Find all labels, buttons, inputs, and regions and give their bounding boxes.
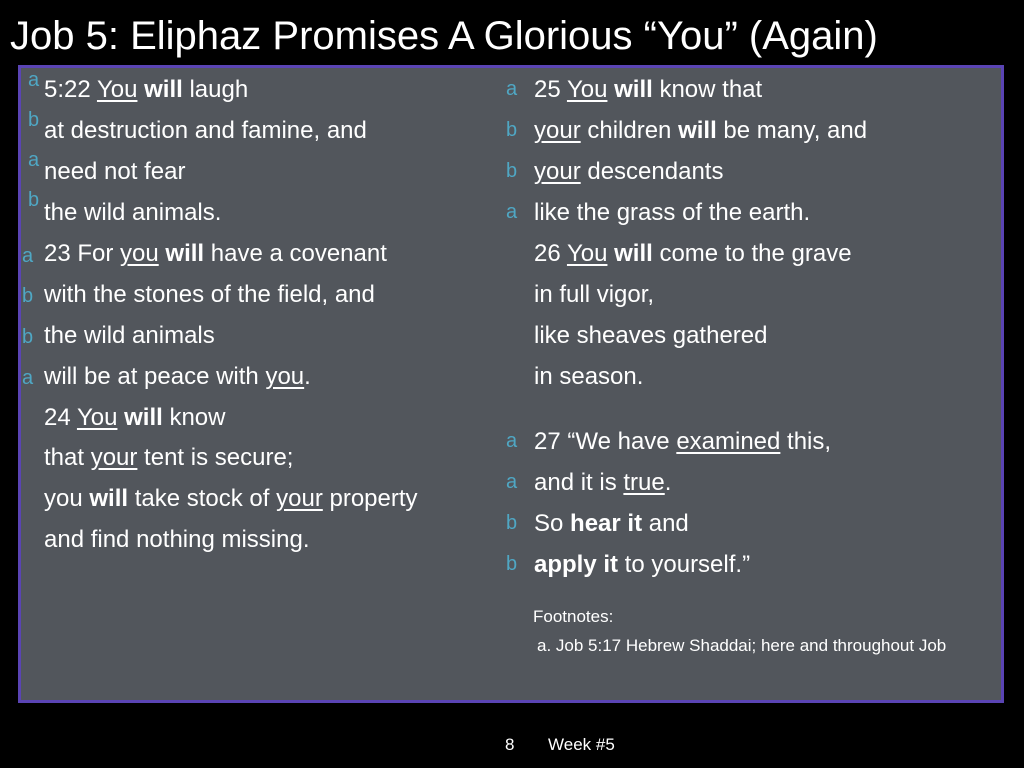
underlined-word: examined bbox=[676, 428, 781, 455]
right-verse-line bbox=[534, 509, 689, 539]
right-verse-line bbox=[534, 280, 654, 310]
parallelism-marker: a bbox=[22, 367, 34, 389]
left-verse-line bbox=[44, 157, 185, 187]
parallelism-marker: a bbox=[506, 430, 518, 452]
underlined-word: You bbox=[566, 240, 608, 267]
parallelism-marker: b bbox=[22, 326, 34, 348]
week-label: Week #5 bbox=[548, 735, 615, 754]
verse-text: tent is secure; bbox=[137, 444, 294, 471]
verse-text: 23 For bbox=[44, 240, 121, 267]
page-number: 8 bbox=[505, 735, 515, 754]
parallelism-marker: a bbox=[28, 69, 40, 91]
verse-text: the wild animals. bbox=[44, 199, 222, 226]
underlined-word: your bbox=[90, 444, 138, 471]
parallelism-marker: a bbox=[506, 78, 518, 100]
verse-text: at destruction and famine, and bbox=[44, 117, 367, 144]
parallelism-marker: b bbox=[22, 285, 34, 307]
parallelism-marker: a bbox=[506, 471, 518, 493]
left-verse-line bbox=[44, 75, 248, 105]
parallelism-marker: b bbox=[28, 109, 40, 131]
verse-text: be many, and bbox=[716, 117, 868, 144]
right-verse-line bbox=[534, 362, 643, 392]
underlined-word: You bbox=[76, 404, 118, 431]
verse-text: like sheaves gathered bbox=[534, 322, 768, 349]
parallelism-marker: a bbox=[28, 149, 40, 171]
verse-text: descendants bbox=[580, 158, 724, 185]
verse-text: 25 bbox=[534, 76, 567, 103]
verse-text: need not fear bbox=[44, 158, 186, 185]
right-verse-line bbox=[534, 550, 750, 580]
underlined-word: you bbox=[265, 363, 305, 390]
verse-text: that bbox=[44, 444, 91, 471]
right-verse-line bbox=[534, 75, 762, 105]
verse-text: will be at peace with bbox=[44, 363, 266, 390]
parallelism-marker: b bbox=[506, 160, 518, 182]
emphasis-text: hear it bbox=[570, 510, 643, 537]
emphasis-text: will bbox=[89, 485, 129, 512]
underlined-word: true bbox=[623, 469, 665, 496]
verse-text: come to the grave bbox=[652, 240, 852, 267]
verse-text: 24 bbox=[44, 404, 77, 431]
verse-text: the wild animals bbox=[44, 322, 215, 349]
verse-text: . bbox=[664, 469, 672, 496]
verse-text: laugh bbox=[182, 76, 249, 103]
verse-text: have a covenant bbox=[204, 240, 387, 267]
verse-text: property bbox=[322, 485, 418, 512]
verse-text: and bbox=[642, 510, 689, 537]
emphasis-text: will bbox=[614, 240, 653, 267]
verse-text: in season. bbox=[534, 363, 644, 390]
left-verse-line bbox=[44, 362, 311, 392]
verse-text: and find nothing missing. bbox=[44, 526, 310, 553]
parallelism-marker: b bbox=[28, 189, 40, 211]
verse-text: . bbox=[304, 363, 311, 390]
right-verse-line bbox=[534, 321, 767, 351]
emphasis-text: will bbox=[124, 404, 163, 431]
verse-text: and it is bbox=[534, 469, 624, 496]
underlined-word: your bbox=[534, 158, 581, 185]
underlined-word: your bbox=[534, 117, 581, 144]
emphasis-text: apply it bbox=[534, 551, 619, 578]
verse-text: 27 “We have bbox=[534, 428, 677, 455]
right-verse-line bbox=[534, 198, 810, 228]
left-verse-line bbox=[44, 321, 215, 351]
parallelism-marker: a bbox=[506, 201, 518, 223]
parallelism-marker: b bbox=[506, 119, 518, 141]
verse-text: 5:22 bbox=[44, 76, 97, 103]
left-verse-line bbox=[44, 525, 310, 555]
underlined-word: you bbox=[120, 240, 159, 267]
underlined-word: your bbox=[276, 485, 323, 512]
verse-text: to yourself.” bbox=[618, 551, 751, 578]
left-verse-line bbox=[44, 239, 387, 269]
left-verse-line bbox=[44, 116, 367, 146]
verse-text: you bbox=[44, 485, 90, 512]
verse-text: in full vigor, bbox=[534, 281, 655, 308]
emphasis-text: will bbox=[678, 117, 717, 144]
right-verse-line bbox=[534, 239, 852, 269]
footnotes-heading: Footnotes: bbox=[533, 607, 614, 626]
verse-text: know bbox=[162, 404, 226, 431]
parallelism-marker: b bbox=[506, 553, 518, 575]
emphasis-text: will bbox=[144, 76, 183, 103]
left-verse-line bbox=[44, 403, 225, 433]
emphasis-text: will bbox=[614, 76, 653, 103]
right-verse-line bbox=[534, 116, 867, 146]
parallelism-marker: a bbox=[22, 245, 34, 267]
underlined-word: You bbox=[96, 76, 138, 103]
right-verse-line bbox=[534, 157, 723, 187]
parallelism-marker: b bbox=[506, 512, 518, 534]
right-verse-line bbox=[534, 468, 671, 498]
slide-title: Job 5: Eliphaz Promises A Glorious “You” (Again) bbox=[10, 14, 878, 58]
verse-text: So bbox=[534, 510, 571, 537]
verse-text: know that bbox=[652, 76, 763, 103]
left-verse-line bbox=[44, 198, 221, 228]
verse-text: take stock of bbox=[128, 485, 277, 512]
right-verse-line bbox=[534, 427, 831, 457]
verse-text: children bbox=[580, 117, 679, 144]
verse-text: 26 bbox=[534, 240, 567, 267]
verse-text: this, bbox=[780, 428, 832, 455]
verse-text: with the stones of the field, and bbox=[44, 281, 375, 308]
left-verse-line bbox=[44, 484, 418, 514]
footnote-item: a. Job 5:17 Hebrew Shaddai; here and throughout Job bbox=[537, 636, 947, 655]
verse-text: like the grass of the earth. bbox=[534, 199, 811, 226]
underlined-word: You bbox=[566, 76, 608, 103]
left-verse-line bbox=[44, 280, 375, 310]
left-verse-line bbox=[44, 443, 293, 473]
emphasis-text: will bbox=[165, 240, 205, 267]
